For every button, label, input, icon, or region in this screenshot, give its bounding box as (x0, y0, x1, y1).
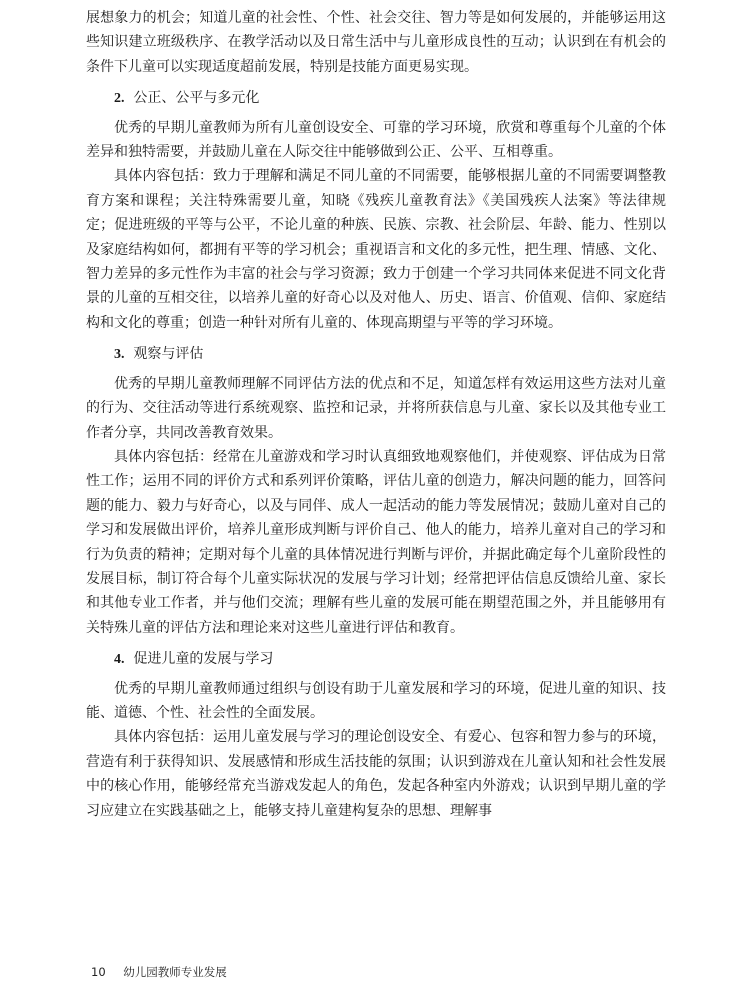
section-heading-4 (86, 647, 666, 672)
section-2-paragraph-1: 优秀的早期儿童教师为所有儿童创设安全、可靠的学习环境，欣赏和尊重每个儿童的个体差异和独特需要，并鼓励儿童在人际交往中能够做到公正、公平、互相尊重。 (86, 119, 666, 161)
page-footer (91, 964, 227, 980)
section-4-paragraph-1: 优秀的早期儿童教师通过组织与创设有助于儿童发展和学习的环境，促进儿童的知识、技能、道德、个性、社会性的全面发展。 (86, 680, 666, 721)
intro-paragraph: 展想象力的机会；知道儿童的社会性、个性、社会交往、智力等是如何发展的，并能够运用这些知识建立班级秩序、在教学活动以及日常生活中与儿童形成良性的互动；认识到在有机会的条件下儿童可以实现适度超前发展，特别是技能方面更易实现。 (86, 10, 666, 75)
section-3-paragraph-1: 优秀的早期儿童教师理解不同评估方法的优点和不足，知道怎样有效运用这些方法对儿童的行为、交往活动等进行系统观察、监控和记录，并将所获信息与儿童、家长以及其他专业工作者分享，共同改善教育效果。 (86, 375, 666, 441)
page-content (86, 6, 666, 823)
section-heading-2 (86, 86, 666, 111)
section-number: 4. (114, 652, 125, 668)
section-number: 3. (114, 347, 125, 363)
section-title: 观察与评估 (133, 346, 204, 363)
section-3-paragraph-2: 具体内容包括：经常在儿童游戏和学习时认真细致地观察他们，并使观察、评估成为日常性工作；运用不同的评价方式和系列评价策略，评估儿童的创造力，解决问题的能力，回答问题的能力、毅力与好奇心，以及与同伴、成人一起活动的能力等发展情况；鼓励儿童对自己的学习和发展做出评价，培养儿童形成判断与评价自己、他人的能力，培养儿童对自己的学习和行为负责的精神；定期对每个儿童的具体情况进行判断与评价，并据此确定每个儿童阶段性的发展目标，制订符合每个儿童实际状况的发展与学习计划；经常把评估信息反馈给儿童、家长和其他专业工作者，并与他们交流；理解有些儿童的发展可能在期望范围之外，并且能够用有关特殊儿童的评估方法和理论来对这些儿童进行评估和教育。 (86, 448, 666, 636)
book-title: 幼儿园教师专业发展 (123, 965, 227, 979)
section-2-paragraph-2: 具体内容包括：致力于理解和满足不同儿童的不同需要，能够根据儿童的不同需要调整教育方案和课程；关注特殊需要儿童，知晓《残疾儿童教育法》《美国残疾人法案》等法律规定；促进班级的平等与公平，不论儿童的种族、民族、宗教、社会阶层、年龄、能力、性别以及家庭结构如何，都拥有平等的学习机会；重视语言和文化的多元性，把生理、情感、文化、智力差异的多元性作为丰富的社会与学习资源；致力于创建一个学习共同体来促进不同文化背景的儿童的互相交往，以培养儿童的好奇心以及对他人、历史、语言、价值观、信仰、家庭结构和文化的尊重；创造一种针对所有儿童的、体现高期望与平等的学习环境。 (86, 168, 666, 331)
section-title: 公正、公平与多元化 (133, 90, 260, 107)
section-title: 促进儿童的发展与学习 (133, 651, 274, 668)
section-number: 2. (114, 91, 125, 107)
section-4-paragraph-2: 具体内容包括：运用儿童发展与学习的理论创设安全、有爱心、包容和智力参与的环境，营造有利于获得知识、发展感情和形成生活技能的氛围；认识到游戏在儿童认知和社会性发展中的核心作用，能够经常充当游戏发起人的角色，发起各种室内外游戏；认识到早期儿童的学习应建立在实践基础之上，能够支持儿童建构复杂的思想、理解事 (86, 729, 666, 819)
page-number: 10 (91, 965, 106, 979)
section-heading-3 (86, 342, 666, 367)
